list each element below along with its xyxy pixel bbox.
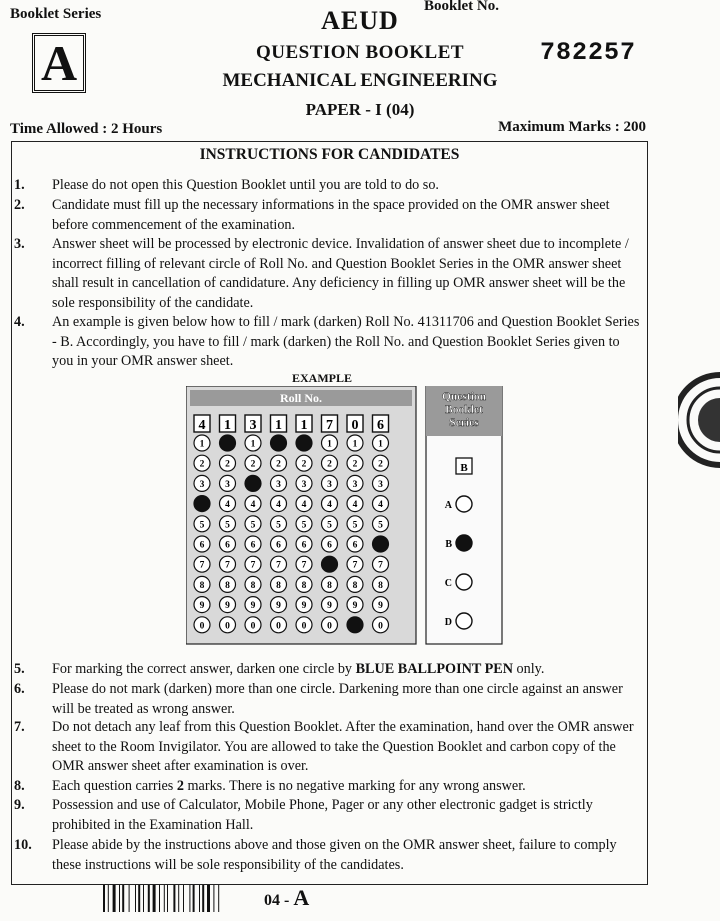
instruction-item: [14, 718, 644, 777]
barcode-bar: [167, 885, 168, 912]
booklet-no-label: Booklet No.: [424, 0, 499, 14]
bubble-digit: 3: [378, 479, 383, 490]
instruction-text: Please do not mark (darken) more than one circle. Darkening more than one circle against an answer will be treated as wrong answer.: [52, 681, 623, 717]
barcode-bar: [164, 885, 165, 912]
bubble-digit: 4: [276, 500, 281, 511]
confidential-seal-icon: [678, 370, 720, 470]
bubble-digit: 5: [301, 520, 307, 531]
barcode-bar: [178, 885, 179, 912]
bubble-digit: 9: [250, 601, 256, 612]
instruction-number: 8.: [14, 778, 25, 794]
booklet-number: 782257: [540, 38, 637, 67]
instruction-text-part: For marking the correct answer, darken one circle by: [52, 661, 356, 677]
bubble-digit: 0: [301, 621, 307, 632]
bubble-digit: 0: [250, 621, 256, 632]
roll-digit: 3: [249, 418, 257, 433]
instruction-number: 4.: [14, 314, 25, 330]
roll-digit: 1: [275, 418, 282, 433]
barcode-bar: [143, 885, 144, 912]
instruction-item: [14, 680, 644, 719]
bubble-digit: 4: [225, 500, 230, 511]
barcode-bar: [193, 885, 195, 912]
instruction-number: 10.: [14, 837, 32, 853]
barcode-bar: [135, 885, 136, 912]
instruction-number: 5.: [14, 661, 25, 677]
bubble-digit: 2: [225, 459, 230, 470]
bubble-digit: 3: [301, 479, 307, 490]
roll-digit: 6: [377, 418, 384, 433]
instruction-item: [14, 796, 644, 835]
series-selected-letter: B: [460, 462, 468, 474]
barcode: [103, 885, 258, 912]
instruction-text: Possession and use of Calculator, Mobile Phone, Pager or any other electronic gadget is strictly prohibited in the Examination Hall.: [52, 797, 593, 833]
series-empty-bubble: [456, 496, 472, 512]
bubble-digit: 5: [250, 520, 256, 531]
bubble-digit: 1: [352, 439, 358, 450]
bubble-digit: 6: [352, 540, 358, 551]
series-empty-bubble: [456, 574, 472, 590]
bubble-digit: 2: [199, 459, 205, 470]
series-option-letter: B: [445, 539, 452, 550]
footer-code-prefix: 04 -: [264, 892, 294, 909]
bubble-digit: 8: [199, 580, 205, 591]
filled-bubble: [373, 536, 389, 552]
barcode-bar: [138, 885, 140, 912]
barcode-bar: [108, 885, 109, 912]
bubble-digit: 8: [327, 580, 332, 591]
series-option-letter: A: [444, 500, 452, 511]
barcode-bar: [119, 885, 120, 912]
bubble-digit: 1: [327, 439, 332, 450]
paper-title: PAPER - I (04): [305, 100, 415, 119]
instruction-item: [14, 777, 644, 797]
bubble-digit: 6: [199, 540, 205, 551]
instruction-item: [14, 176, 644, 196]
example-label: EXAMPLE: [292, 371, 352, 385]
series-header-line: Question: [441, 391, 487, 403]
bubble-digit: 4: [301, 500, 307, 511]
roll-digit: 7: [326, 418, 333, 433]
barcode-bar: [189, 885, 190, 912]
bubble-digit: 3: [276, 479, 281, 490]
series-empty-bubble: [456, 613, 472, 629]
time-allowed: Time Allowed : 2 Hours: [10, 121, 163, 137]
bubble-digit: 5: [327, 520, 332, 531]
instruction-text-part: only.: [512, 661, 545, 677]
instruction-text-part: marks. There is no negative marking for any wrong answer.: [183, 778, 526, 794]
instruction-number: 2.: [14, 197, 25, 213]
bubble-digit: 8: [250, 580, 256, 591]
bubble-digit: 3: [199, 479, 205, 490]
roll-digit: 0: [351, 418, 359, 433]
instruction-item: [14, 196, 644, 235]
booklet-title: QUESTION BOOKLET: [255, 42, 465, 63]
instruction-number: 1.: [14, 177, 25, 193]
filled-bubble: [194, 496, 210, 512]
filled-bubble: [271, 435, 287, 451]
bubble-digit: 9: [301, 601, 307, 612]
instruction-text: [52, 660, 644, 680]
bubble-digit: 8: [225, 580, 230, 591]
instruction-text: Answer sheet will be processed by electronic device. Invalidation of answer sheet due to incomplete / incorrect filling of relevant circle of Roll No. and Question Booklet Series in the OMR answer sheet shall result in cancellation of candidature. Any deficiency in filling up OMR answer sheet will be the sole responsibility of the candidate.: [52, 236, 629, 311]
roll-digit: 1: [300, 418, 308, 433]
subject-title: MECHANICAL ENGINEERING: [222, 70, 498, 91]
booklet-series-label: Booklet Series: [10, 6, 102, 22]
bubble-digit: 9: [199, 601, 205, 612]
series-option-letter: D: [444, 617, 452, 628]
bubble-digit: 5: [378, 520, 383, 531]
bubble-digit: 1: [378, 439, 383, 450]
instruction-number: 3.: [14, 236, 25, 252]
series-filled-bubble: [456, 535, 472, 551]
bubble-digit: 4: [250, 500, 256, 511]
bubble-digit: 4: [378, 500, 383, 511]
bubble-digit: 2: [378, 459, 383, 470]
maximum-marks: Maximum Marks : 200: [498, 119, 646, 135]
bubble-digit: 7: [250, 560, 256, 571]
bubble-digit: 2: [352, 459, 358, 470]
barcode-bar: [148, 885, 150, 912]
bubble-digit: 4: [352, 500, 358, 511]
bubble-digit: 1: [199, 439, 205, 450]
bubble-digit: 0: [378, 621, 383, 632]
bubble-digit: 0: [225, 621, 230, 632]
bubble-digit: 3: [225, 479, 230, 490]
bubble-digit: 7: [301, 560, 307, 571]
bubble-digit: 0: [276, 621, 281, 632]
roll-digit: 1: [224, 418, 231, 433]
instruction-number: 9.: [14, 797, 25, 813]
bubble-digit: 8: [276, 580, 281, 591]
instruction-text: Please do not open this Question Booklet until you are told to do so.: [52, 177, 439, 193]
bubble-digit: 8: [301, 580, 307, 591]
instruction-text: Do not detach any leaf from this Question Booklet. After the examination, hand over the OMR answer sheet to the Room Invigilator. You are allowed to take the Question Booklet and carbon copy of the OMR answer sheet after examination is over.: [52, 719, 634, 774]
bubble-digit: 9: [378, 601, 383, 612]
instruction-emphasis: 2: [176, 778, 184, 794]
booklet-series-grid: [426, 386, 502, 644]
bubble-digit: 5: [225, 520, 230, 531]
instruction-item: [14, 660, 644, 680]
barcode-bar: [129, 885, 130, 912]
bubble-digit: 5: [199, 520, 205, 531]
filled-bubble: [220, 435, 236, 451]
barcode-bar: [218, 885, 219, 912]
instruction-text: An example is given below how to fill / mark (darken) Roll No. 41311706 and Question Booklet Series - B. Accordingly, you have to fill / mark (darken) the Roll No. and Question Booklet Series given to you in your OMR answer sheet.: [52, 314, 640, 369]
bubble-digit: 3: [327, 479, 332, 490]
barcode-bar: [183, 885, 184, 912]
exam-code: AEUD: [321, 6, 399, 35]
filled-bubble: [296, 435, 312, 451]
series-header-line: Series: [449, 417, 479, 429]
instruction-text: [52, 777, 644, 797]
barcode-bar: [122, 885, 124, 912]
barcode-bar: [213, 885, 214, 912]
barcode-bar: [153, 885, 156, 912]
instruction-number: 6.: [14, 681, 25, 697]
roll-digit: 4: [198, 418, 206, 433]
instruction-number: 7.: [14, 719, 25, 735]
barcode-bar: [202, 885, 204, 912]
bubble-digit: 9: [352, 601, 358, 612]
bubble-digit: 1: [250, 439, 256, 450]
bubble-digit: 9: [225, 601, 230, 612]
bubble-digit: 2: [301, 459, 307, 470]
instructions-heading: INSTRUCTIONS FOR CANDIDATES: [199, 146, 460, 163]
bubble-digit: 0: [327, 621, 332, 632]
barcode-bar: [207, 885, 210, 912]
roll-no-grid: [186, 386, 416, 644]
bubble-digit: 4: [327, 500, 332, 511]
barcode-bar: [173, 885, 175, 912]
instruction-text: Candidate must fill up the necessary informations in the space provided on the OMR answer sheet before commencement of the examination.: [52, 197, 610, 233]
bubble-digit: 9: [327, 601, 332, 612]
barcode-bar: [103, 885, 105, 912]
instruction-item: [14, 836, 644, 875]
bubble-digit: 9: [276, 601, 281, 612]
bubble-digit: 2: [276, 459, 281, 470]
bubble-digit: 8: [352, 580, 358, 591]
series-option-letter: C: [444, 578, 452, 589]
filled-bubble: [322, 556, 338, 572]
footer-code-letter: A: [293, 885, 310, 910]
footer-code: [264, 885, 309, 911]
instruction-text-part: Each question carries: [52, 778, 177, 794]
filled-bubble: [245, 475, 261, 491]
series-header-line: Booklet: [445, 404, 483, 416]
bubble-digit: 6: [327, 540, 332, 551]
bubble-digit: 7: [225, 560, 230, 571]
bubble-digit: 6: [301, 540, 307, 551]
instruction-text: Please abide by the instructions above and those given on the OMR answer sheet, failure to comply these instructions will be sole responsibility of the candidates.: [52, 837, 617, 873]
bubble-digit: 8: [378, 580, 383, 591]
barcode-bar: [159, 885, 160, 912]
bubble-digit: 7: [352, 560, 358, 571]
filled-bubble: [347, 617, 363, 633]
bubble-digit: 6: [250, 540, 256, 551]
bubble-digit: 6: [276, 540, 281, 551]
bubble-digit: 5: [352, 520, 358, 531]
bubble-digit: 0: [199, 621, 205, 632]
bubble-digit: 2: [250, 459, 256, 470]
instruction-item: [14, 313, 644, 372]
bubble-digit: 5: [276, 520, 281, 531]
instruction-emphasis: BLUE BALLPOINT PEN: [355, 661, 513, 677]
barcode-bar: [199, 885, 200, 912]
barcode-bar: [113, 885, 116, 912]
roll-no-header: Roll No.: [280, 391, 322, 405]
series-letter: A: [40, 35, 78, 91]
bubble-digit: 6: [225, 540, 230, 551]
bubble-digit: 2: [327, 459, 332, 470]
omr-example-sheet: [186, 386, 636, 646]
bubble-digit: 3: [352, 479, 358, 490]
instruction-item: [14, 235, 644, 313]
bubble-digit: 7: [276, 560, 281, 571]
bubble-digit: 7: [199, 560, 205, 571]
bubble-digit: 7: [378, 560, 383, 571]
